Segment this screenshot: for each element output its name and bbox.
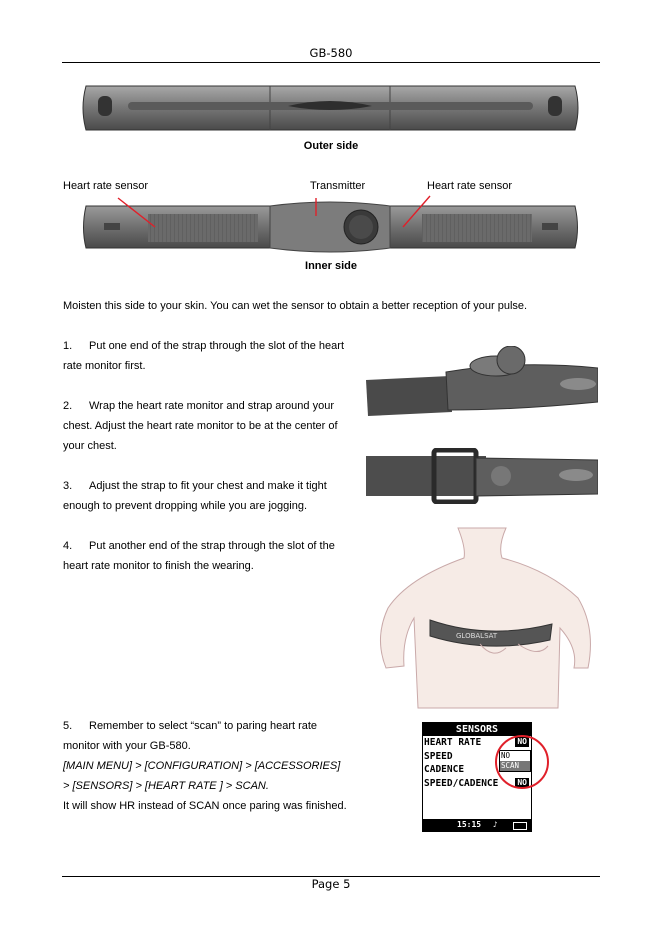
step-5-note: It will show HR instead of SCAN once paring was finished. [63, 800, 347, 812]
step-5 [63, 716, 383, 816]
step-text: monitor with your GB-580. [63, 740, 191, 752]
step-number: 5. [63, 720, 73, 732]
step-2 [63, 396, 363, 456]
strap-buckle-image [366, 448, 598, 504]
step-number: 3. [63, 480, 73, 492]
battery-icon [513, 822, 527, 830]
strap-threading-image [366, 346, 598, 426]
left-sensor-label: Heart rate sensor [63, 180, 148, 192]
right-sensor-label: Heart rate sensor [427, 180, 512, 192]
screen-row-label: SPEED/CADENCE [424, 777, 499, 789]
step-text: rate monitor first. [63, 360, 146, 372]
step-number: 1. [63, 340, 73, 352]
screen-row-value: NO [517, 777, 527, 787]
screen-row-value: NO [517, 737, 527, 746]
chest-wearing-illustration [368, 518, 594, 710]
strap-brand-text: GLOBALSAT [456, 632, 498, 640]
intro-paragraph: Moisten this side to your skin. You can wet the sensor to obtain a better reception of your pulse. [63, 300, 528, 312]
step-number: 4. [63, 540, 73, 552]
screen-status-bar [423, 819, 531, 831]
step-text: Put one end of the strap through the slot of the heart [89, 340, 345, 352]
dropdown-option-selected: SCAN [500, 761, 530, 771]
step-number: 2. [63, 400, 73, 412]
step-text: enough to prevent dropping while you are jogging. [63, 500, 308, 512]
screen-row-label: CADENCE [424, 764, 465, 775]
step-text: your chest. [63, 440, 117, 452]
step-4 [63, 536, 363, 576]
screen-row-label: SPEED [424, 750, 453, 762]
screen-time: 15:15 [457, 820, 482, 829]
page-footer: Page 5 [311, 877, 351, 891]
step-3 [63, 476, 363, 516]
inner-side-caption: Inner side [305, 260, 357, 272]
bell-icon: ♪ [493, 820, 498, 829]
step-text: Adjust the strap to fit your chest and make it tight [89, 480, 327, 492]
menu-path-line: [MAIN MENU] > [CONFIGURATION] > [ACCESSORIES] [63, 760, 341, 772]
menu-path-line: > [SENSORS] > [HEART RATE ] > SCAN. [63, 780, 269, 792]
transmitter-label: Transmitter [310, 180, 366, 192]
outer-side-caption: Outer side [303, 140, 359, 152]
step-text: Remember to select “scan” to paring heart rate [89, 720, 318, 732]
header-rule [62, 62, 600, 63]
screen-row-label: HEART RATE [424, 737, 482, 748]
step-text: heart rate monitor to finish the wearing. [63, 560, 254, 572]
screen-title: SENSORS [423, 723, 531, 736]
step-text: Wrap the heart rate monitor and strap around your [89, 400, 334, 412]
strap-inner-side-image [78, 194, 583, 258]
step-text: chest. Adjust the heart rate monitor to be at the center of [63, 420, 338, 432]
dropdown-option: NO [501, 751, 511, 760]
strap-outer-side-image [78, 82, 583, 134]
page-header: GB-580 [309, 46, 353, 60]
highlight-circle [488, 734, 554, 790]
step-text: Put another end of the strap through the slot of the [89, 540, 335, 552]
step-1 [63, 336, 363, 376]
